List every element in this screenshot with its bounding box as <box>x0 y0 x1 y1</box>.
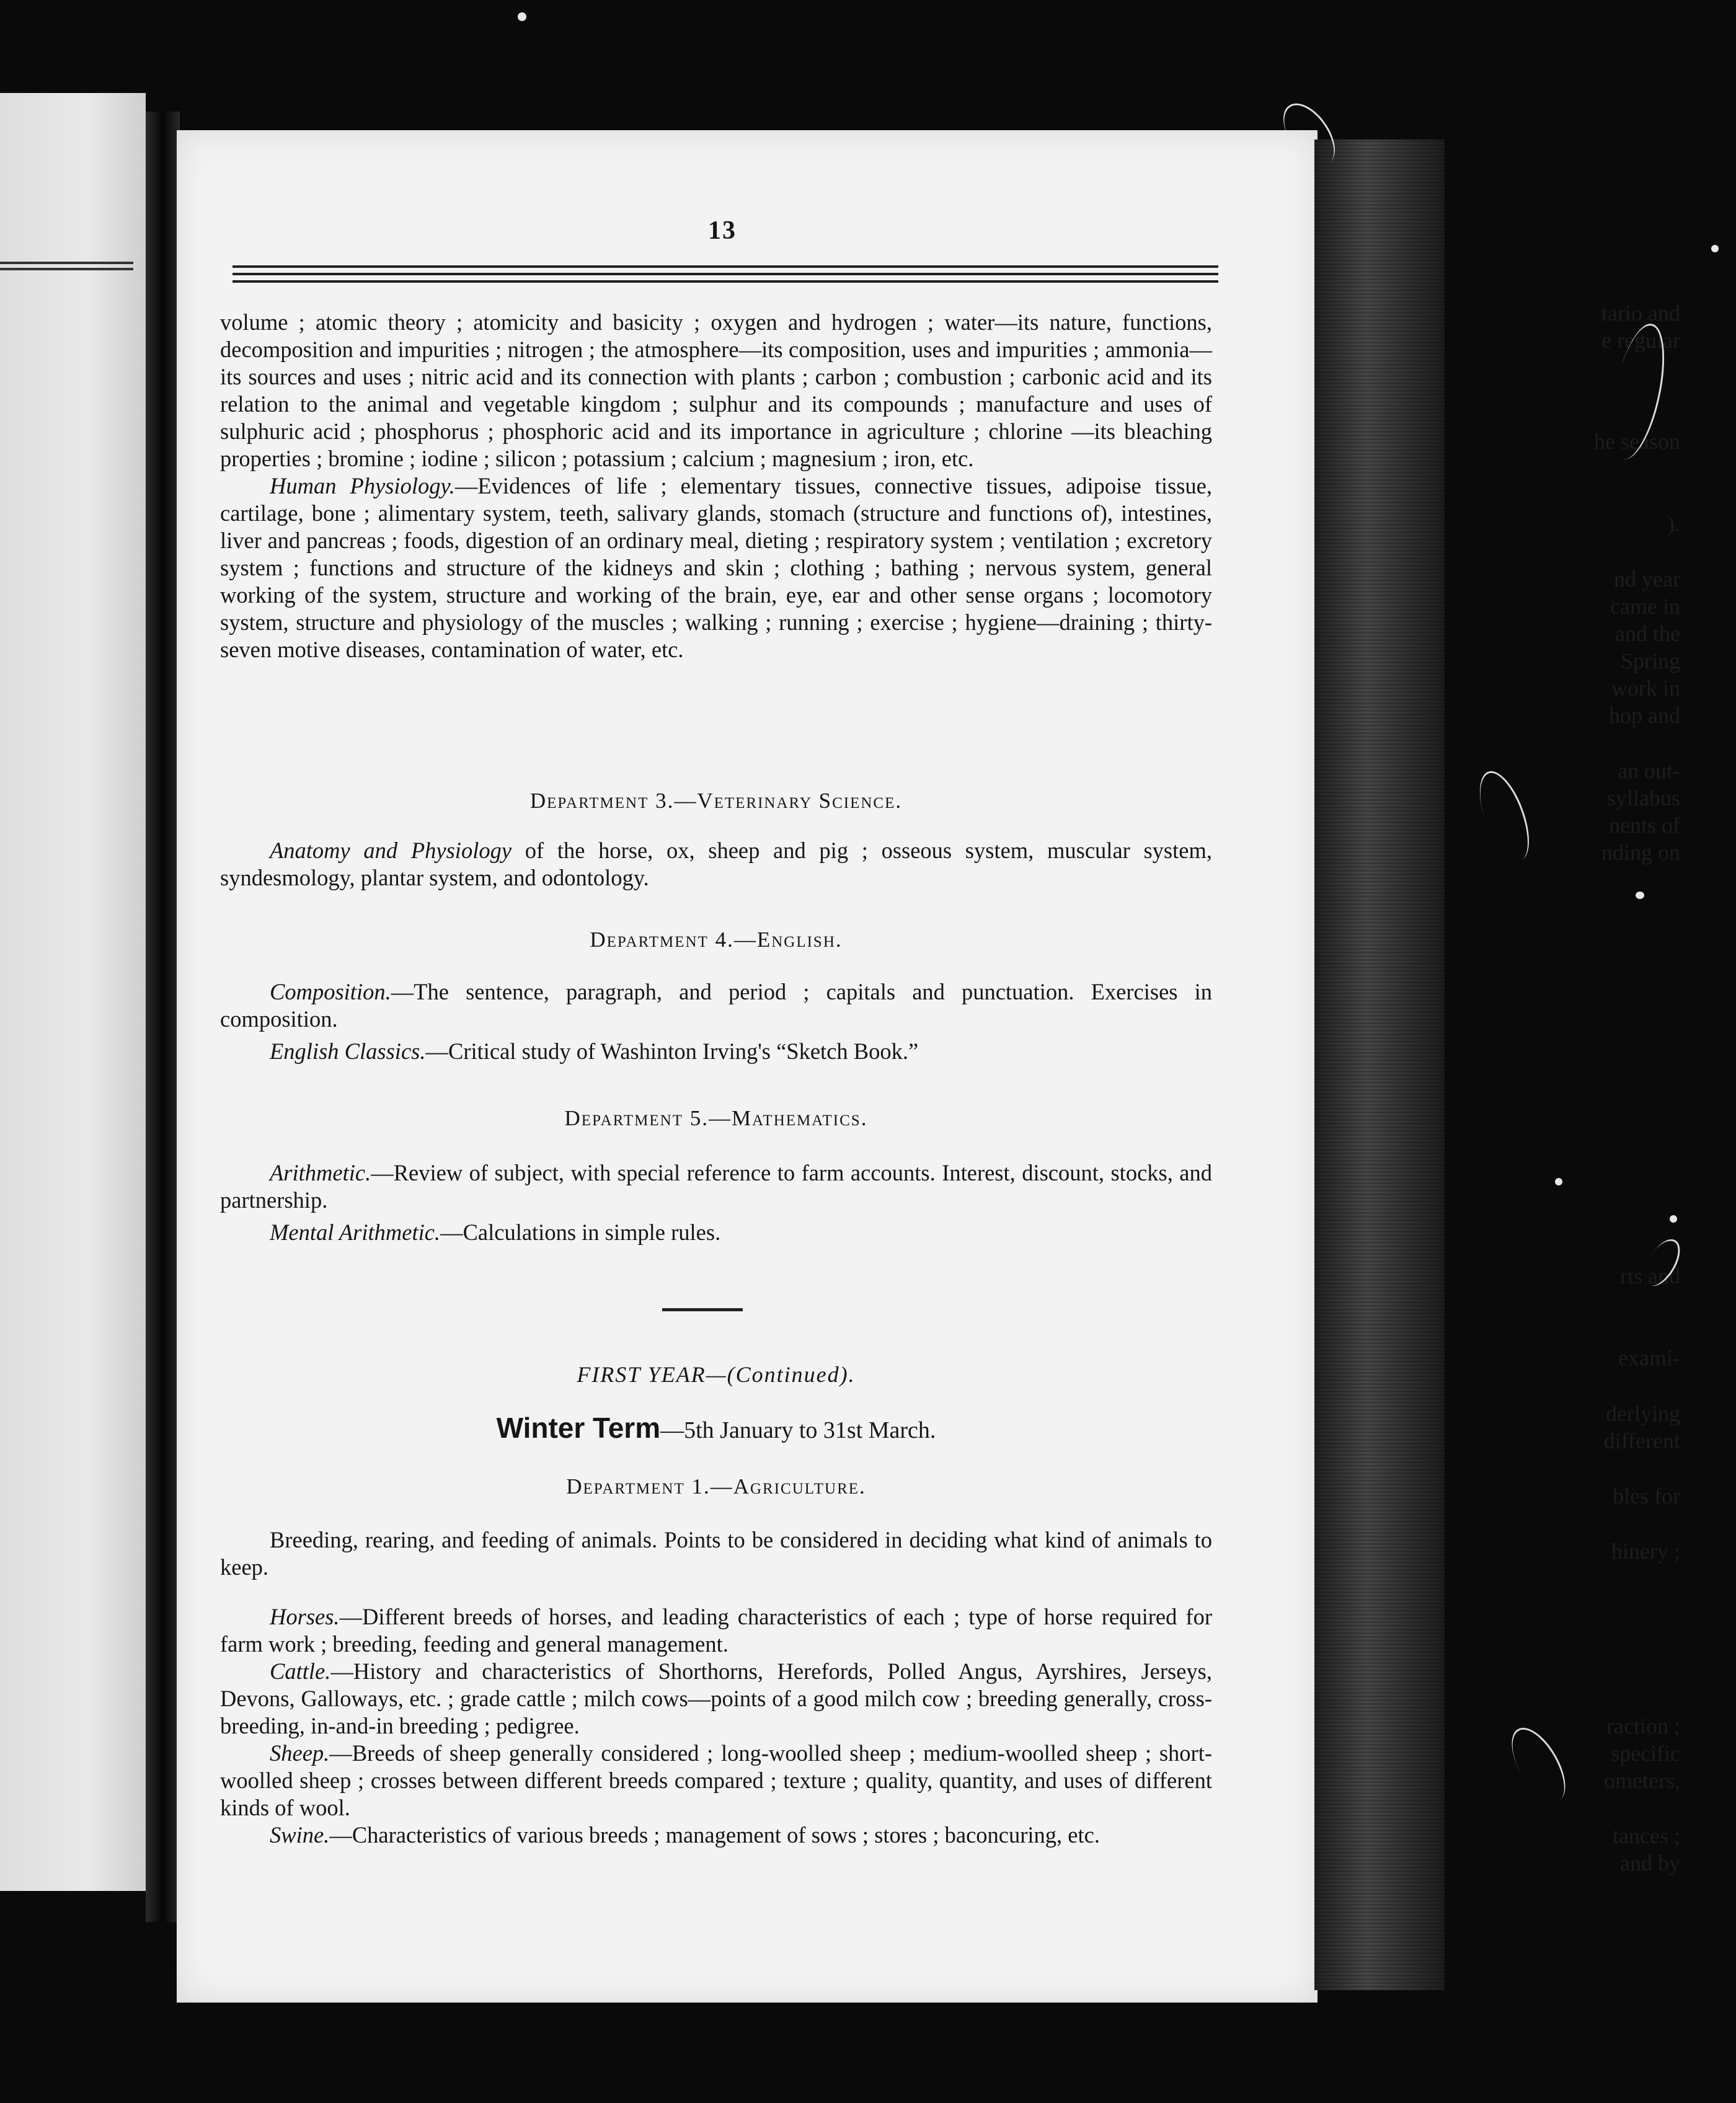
dept1-heading <box>220 1474 1212 1499</box>
header-rule <box>232 273 1218 275</box>
breeding-paragraph: Breeding, rearing, and feeding of animals. Points to be considered in deciding what kind of animals to keep. <box>220 1527 1212 1580</box>
facing-page-fragment: and by <box>1620 1851 1680 1875</box>
chemistry-physiology-block <box>220 309 1212 663</box>
winter-term-dates: —5th January to 31st March. <box>660 1417 936 1443</box>
facing-page-rule <box>0 262 133 264</box>
facing-page-fragment: derlying <box>1606 1401 1680 1426</box>
sheep-label: Sheep. <box>270 1740 330 1766</box>
anatomy-paragraph <box>220 837 1212 892</box>
facing-page-fragment: exami- <box>1618 1345 1680 1370</box>
winter-term-title: Winter Term <box>496 1412 661 1444</box>
facing-page-fragment: bles for <box>1613 1484 1680 1508</box>
page-block-shade <box>1314 139 1445 1990</box>
anatomy-label: Anatomy and Physiology <box>270 838 512 863</box>
facing-page-fragment: he season <box>1594 429 1680 454</box>
sheep-paragraph <box>220 1740 1212 1822</box>
arithmetic-paragraph <box>220 1159 1212 1214</box>
facing-page-fragment: raction ; <box>1606 1714 1680 1738</box>
facing-page-fragment: tario and <box>1601 301 1680 325</box>
horses-paragraph <box>220 1603 1212 1658</box>
sheep-text: —Breeds of sheep generally considered ; long-woolled sheep ; medium-woolled sheep ; short-woolled sheep ; crosses between different breeds compared ; texture ; quality, quantity, and uses of different kinds of wool. <box>220 1740 1212 1820</box>
dust-speck <box>518 12 526 21</box>
page-number: 13 <box>708 216 737 245</box>
hair-artifact <box>1470 765 1539 867</box>
classics-text: —Critical study of Washinton Irving's “Sketch Book.” <box>425 1038 919 1064</box>
facing-page-fragment: nding on <box>1601 840 1680 865</box>
dept3-heading-name: Veterinary Science. <box>697 789 903 813</box>
facing-page-fragment: an out- <box>1618 758 1680 783</box>
section-divider <box>662 1308 743 1311</box>
physiology-label: Human Physiology. <box>270 473 455 498</box>
facing-page-fragment: came in <box>1610 594 1680 619</box>
swine-paragraph <box>220 1822 1212 1849</box>
facing-page-fragment: rts and <box>1620 1264 1680 1288</box>
facing-page-fragment: specific <box>1611 1741 1680 1766</box>
dust-speck <box>1670 1215 1677 1223</box>
physiology-text: —Evidences of life ; elementary tissues, connective tissues, adipoise tissue, cartilage, bone ; alimentary system, teeth, salivary glands, stomach (structure and functions of), intestines, liver and pancreas ; foods, digestion of an ordinary meal, dieting ; respiratory system ; ventilation ; excretory system ; functions and structure of the kidneys and skin ; clothing ; bathing ; nervous system, general working of the system, structure and working of the brain, eye, ear and other sense organs ; locomotory system, structure and physiology of the muscles ; walking ; running ; exercise ; hygiene—draining ; thirty-seven motive diseases, contamination of water, etc. <box>220 473 1212 662</box>
dept1-heading-name: Agriculture. <box>733 1474 866 1499</box>
first-year-title: FIRST YEAR <box>577 1362 706 1387</box>
arithmetic-label: Arithmetic. <box>270 1160 371 1185</box>
dept4-heading <box>220 928 1212 952</box>
composition-paragraph <box>220 978 1212 1033</box>
dept5-heading <box>220 1106 1212 1131</box>
facing-page-fragment: ). <box>1667 511 1680 536</box>
composition-text: —The sentence, paragraph, and period ; capitals and punctuation. Exercises in composition. <box>220 979 1212 1032</box>
facing-page-fragment: hinery ; <box>1611 1539 1680 1564</box>
chemistry-paragraph: volume ; atomic theory ; atomicity and basicity ; oxygen and hydrogen ; water—its nature, functions, decomposition and impurities ; nitrogen ; the atmosphere—its composition, uses and impurities ; ammonia—its sources and uses ; nitric acid and its connection with plants ; carbon ; combustion ; carbonic acid and its relation to the animal and vegetable kingdom ; sulphur and its compounds ; manufacture and uses of sulphuric acid ; phosphorus ; phosphoric acid and its importance in agriculture ; chlorine —its bleaching properties ; bromine ; iodine ; silicon ; potassium ; calcium ; magnesium ; iron, etc. <box>220 309 1212 471</box>
hair-artifact <box>1501 1719 1576 1810</box>
anatomy-text: of the horse, ox, sheep and pig ; osseous system, muscular system, syndesmology, plantar system, and odontology. <box>220 838 1212 890</box>
mental-arithmetic-paragraph <box>220 1219 1212 1246</box>
dept3-heading-prefix: Department 3.— <box>529 789 698 813</box>
facing-page-fragment: hop and <box>1609 703 1680 728</box>
mental-arithmetic-text: —Calculations in simple rules. <box>440 1220 721 1245</box>
cattle-paragraph <box>220 1658 1212 1740</box>
dust-speck <box>1636 892 1644 899</box>
dept1-body <box>220 1526 1212 1849</box>
header-rule <box>232 265 1218 268</box>
cattle-label: Cattle. <box>270 1658 331 1684</box>
swine-label: Swine. <box>270 1822 330 1848</box>
dept3-body <box>220 837 1212 892</box>
dust-speck <box>1711 245 1719 252</box>
dept4-body <box>220 978 1212 1065</box>
facing-page-fragment: e regular <box>1601 328 1680 353</box>
dept5-heading-prefix: Department 5.— <box>564 1106 732 1130</box>
facing-page-fragment: nents of <box>1609 813 1680 838</box>
facing-page-fragment: and the <box>1615 621 1680 646</box>
classics-label: English Classics. <box>270 1038 426 1064</box>
book-gutter <box>146 112 180 1922</box>
horses-label: Horses. <box>270 1604 340 1629</box>
facing-page-fragment: different <box>1603 1428 1680 1453</box>
physiology-paragraph <box>220 472 1212 663</box>
dept5-body <box>220 1159 1212 1246</box>
cattle-text: —History and characteristics of Shorthorns, Herefords, Polled Angus, Ayrshires, Jerseys, Devons, Galloways, etc. ; grade cattle ; milch cows—points of a good milch cow ; breeding generally, cross-breeding, in-and-in breeding ; pedigree. <box>220 1658 1212 1738</box>
arithmetic-text: —Review of subject, with special reference to farm accounts. Interest, discount, stocks, and partnership. <box>220 1160 1212 1213</box>
dept4-heading-prefix: Department 4.— <box>590 928 757 952</box>
mental-arithmetic-label: Mental Arithmetic. <box>270 1220 441 1245</box>
facing-page-rule <box>0 268 133 270</box>
dept4-heading-name: English. <box>756 928 843 952</box>
dept3-heading <box>220 789 1212 813</box>
facing-page-fragment: Spring <box>1620 649 1680 673</box>
dust-speck <box>1555 1178 1562 1185</box>
facing-page-fragment: work in <box>1611 676 1680 701</box>
dept1-heading-prefix: Department 1.— <box>566 1474 733 1499</box>
facing-page-fragment: syllabus <box>1606 786 1680 810</box>
composition-label: Composition. <box>270 979 391 1004</box>
classics-paragraph <box>220 1038 1212 1065</box>
facing-page-fragment: ometers, <box>1604 1768 1680 1793</box>
facing-page-fragment: tances ; <box>1613 1823 1680 1848</box>
horses-text: —Different breeds of horses, and leading characteristics of each ; type of horse required for farm work ; breeding, feeding and general management. <box>220 1604 1212 1657</box>
first-year-heading <box>220 1361 1212 1388</box>
swine-text: —Characteristics of various breeds ; management of sows ; stores ; baconcuring, etc. <box>329 1822 1100 1848</box>
first-year-continued: —(Continued). <box>706 1362 856 1387</box>
dept5-heading-name: Mathematics. <box>732 1106 868 1130</box>
facing-page-fragment: nd year <box>1614 567 1680 591</box>
header-rule <box>232 280 1218 283</box>
facing-page <box>0 93 146 1891</box>
winter-term-heading <box>220 1411 1212 1445</box>
